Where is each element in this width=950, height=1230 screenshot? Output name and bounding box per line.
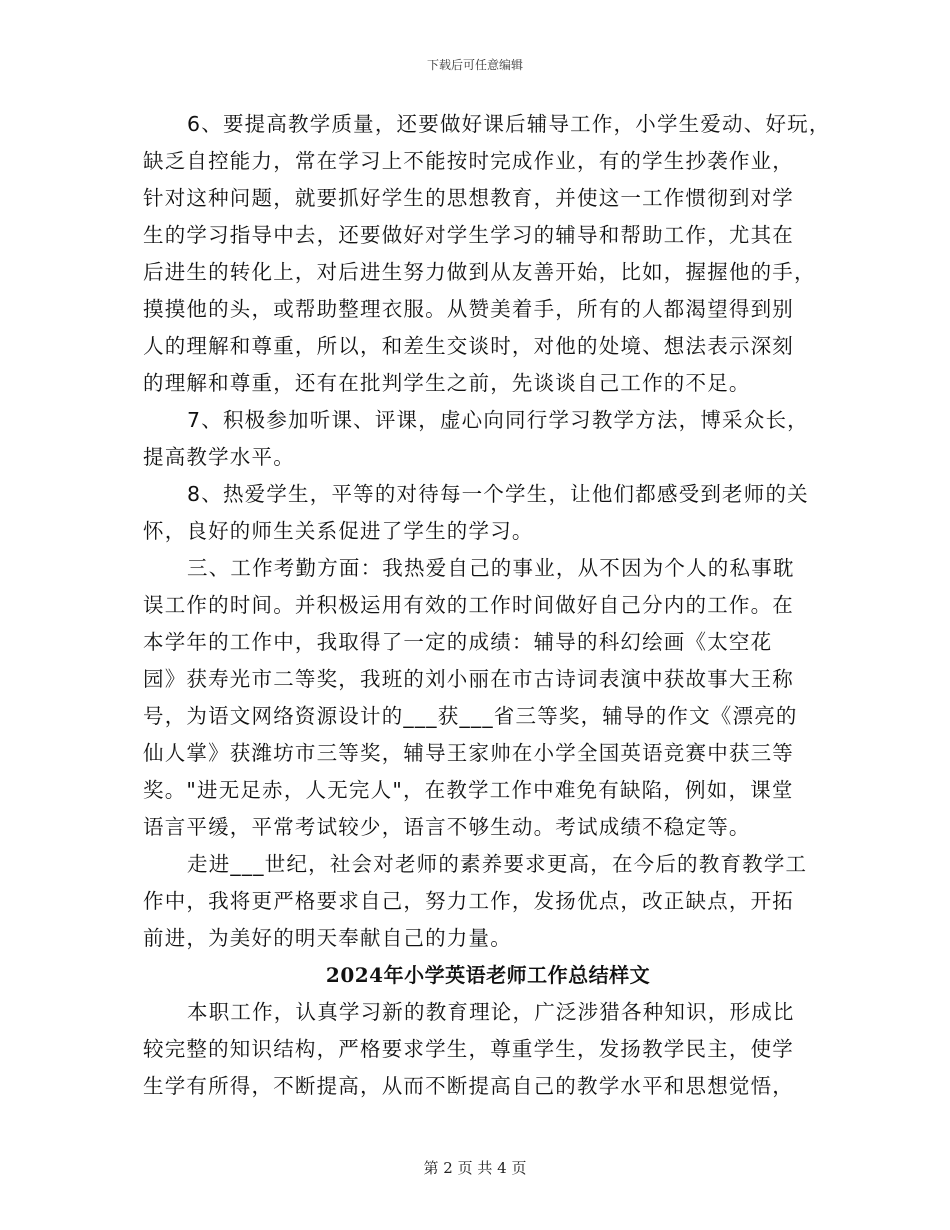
- text-line: 前进，为美好的明天奉献自己的力量。: [143, 926, 512, 950]
- text-line: 号，为语文网络资源设计的___获___省三等奖，辅导的作文《漂亮的: [143, 704, 798, 728]
- page-header-note: 下载后可任意编辑: [426, 58, 523, 72]
- page-number: 第 2 页 共 4 页: [423, 1159, 527, 1177]
- text-line: 针对这种问题，就要抓好学生的思想教育，并使这一工作惯彻到对学: [143, 186, 794, 210]
- text-line: 仙人掌》获潍坊市三等奖，辅导王家帅在小学全国英语竞赛中获三等: [143, 741, 794, 765]
- text-line: 的理解和尊重，还有在批判学生之前，先谈谈自己工作的不足。: [143, 371, 751, 395]
- text-line: 生学有所得，不断提高，从而不断提高自己的教学水平和思想觉悟，: [143, 1074, 794, 1098]
- text-line: 奖。"进无足赤，人无完人"，在教学工作中难免有缺陷，例如，课堂: [143, 778, 794, 802]
- text-line: 较完整的知识结构，严格要求学生，尊重学生，发扬教学民主，使学: [143, 1037, 794, 1061]
- text-line: 怀，良好的师生关系促进了学生的学习。: [143, 519, 534, 543]
- section-title: 2024年小学英语老师工作总结样文: [325, 963, 651, 987]
- text-line: 走进___世纪，社会对老师的素养要求更高，在今后的教育教学工: [187, 852, 808, 876]
- text-line: 三、工作考勤方面：我热爱自己的事业，从不因为个人的私事耽: [187, 556, 795, 580]
- text-line: 本职工作，认真学习新的教育理论，广泛涉猎各种知识，形成比: [187, 1000, 795, 1024]
- text-line: 人的理解和尊重，所以，和差生交谈时，对他的处境、想法表示深刻: [143, 334, 794, 358]
- text-line: 8、热爱学生，平等的对待每一个学生，让他们都感受到老师的关: [187, 482, 809, 506]
- text-line: 后进生的转化上，对后进生努力做到从友善开始，比如，握握他的手，: [143, 260, 816, 284]
- text-line: 误工作的时间。并积极运用有效的工作时间做好自己分内的工作。在: [143, 593, 794, 617]
- text-line: 缺乏自控能力，常在学习上不能按时完成作业，有的学生抄袭作业，: [143, 149, 794, 173]
- text-line: 语言平缓，平常考试较少，语言不够生动。考试成绩不稳定等。: [143, 815, 751, 839]
- document-body: [143, 106, 831, 1105]
- text-line: 提高教学水平。: [143, 445, 295, 469]
- text-line: 作中，我将更严格要求自己，努力工作，发扬优点，改正缺点，开拓: [143, 889, 794, 913]
- text-line: 6、要提高教学质量，还要做好课后辅导工作，小学生爱动、好玩，: [187, 112, 831, 136]
- text-line: 生的学习指导中去，还要做好对学生学习的辅导和帮助工作，尤其在: [143, 223, 794, 247]
- text-line: 7、积极参加听课、评课，虚心向同行学习教学方法，博采众长，: [187, 408, 809, 432]
- text-line: 本学年的工作中，我取得了一定的成绩：辅导的科幻绘画《太空花: [143, 630, 773, 654]
- text-line: 摸摸他的头，或帮助整理衣服。从赞美着手，所有的人都渴望得到别: [143, 297, 794, 321]
- text-line: 园》获寿光市二等奖，我班的刘小丽在市古诗词表演中获故事大王称: [143, 667, 794, 691]
